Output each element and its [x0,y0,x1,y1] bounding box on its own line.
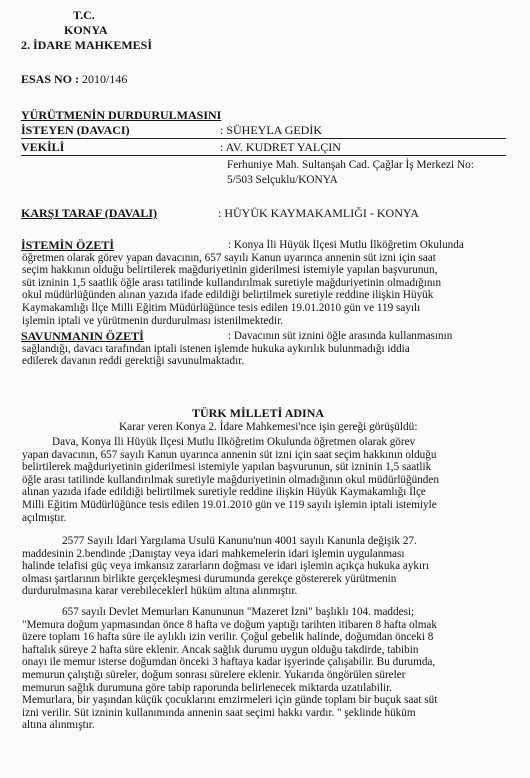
decision-heading: TÜRK MİLLETİ ADINA [192,406,325,420]
decision-line: 657 sayılı Devlet Memurları Kanununun "Mazeret İzni" başlıklı 104. maddesi; [62,606,415,618]
counsel-label: VEKİLİ [21,140,65,154]
decision-paragraph-1 [22,436,514,524]
savunma-paragraph [22,330,514,368]
istem-line: seçim hakkının olduğu belirtilerek mağduriyetinin giderilmesi istemiyle yapılan başvurunun, [22,264,438,277]
istem-line: süt izninin 1,5 saatlik öğle arası tatilinde kullandırılmak suretiyle mağduriyetinin olmadığının [22,276,442,289]
decision-line: olması şartlarının birlikte gerçekleşmesi durumunda gerekçe göstererek yürütmenin [22,572,397,585]
decision-intro: Karar veren Konya 2. İdare Mahkemesi'nce işin gereği görüşüldü: [119,421,418,433]
counsel-address-2: 5/503 Selçuklu/KONYA [227,174,338,186]
savunma-line: edilerek davanın reddi gerektiği savunulmaktadır. [22,355,245,368]
requester-label: İSTEYEN (DAVACI) [21,123,130,137]
decision-line: yapan davacının, 657 sayılı Kanun uyarınca annenin süt izni için saat seçim hakkının olduğu [22,448,437,461]
istem-paragraph [22,239,514,327]
decision-line: onayı ile memur isterse doğumdan önceki 3 haftaya kadar işyerinde çalışabilir. Bu durumda, [22,656,436,669]
counsel-address-1: Ferhuniye Mah. Sultanşah Cad. Çağlar İş Merkezi No: [227,159,474,171]
requester-value: : SÜHEYLA GEDİK [220,123,322,137]
counsel-rule [21,155,506,156]
esas-value: 2010/146 [82,72,128,86]
decision-line: halinde telafisi güç veya imkansız zararların doğması ve idari işlemin açıkça hukuka aykırı [22,560,429,573]
court-name: 2. İDARE MAHKEMESİ [21,38,153,52]
decision-line: durdurulmasına karar verebileceklerİ hüküm altına alınmıştır. [22,585,298,598]
decision-line: haftalık süreye 2 hafta süre eklenir. Ancak sağlık durumu uygun olduğu takdirde, tabibin [22,643,419,656]
istem-line: : Konya İli Hüyük İlçesi Mutlu İlköğretim Okulunda [228,239,464,251]
esas-line [21,72,127,87]
decision-line: "Memura doğum yapmasından önce 8 hafta ve doğum yaptığı tarihten itibaren 8 hafta olmak [22,618,437,631]
decision-line: memurun çalıştığı süreler, doğum sonrası sürelere eklenir. Yukarıda öngörülen süreler [22,668,406,681]
istem-line: Kaymakamlığı İlçe Milli Eğitim Müdürlüğünce tesis edilen 19.01.2010 gün ve 119 sayılı [22,301,421,314]
defendant-label: KARŞI TARAF (DAVALI) [21,206,158,220]
header-tc: T.C. [73,8,95,22]
decision-line: açılmıştır. [22,511,67,524]
decision-paragraph-2 [22,535,514,598]
esas-label: ESAS NO : [21,72,80,86]
decision-line: belirtilerek mağduriyetinin giderilmesi istemiyle yapılan başvurunun, süt izninin 1,5 saatlik [22,461,432,474]
header-city: KONYA [64,23,108,37]
counsel-value: : AV. KUDRET YALÇIN [220,140,341,154]
istem-line: öğretmen olarak görev yapan davacının, 657 sayılı Kanun uyarınca annenin süt izni için saat [22,251,436,264]
savunma-line: sağlandığı, davacı tarafından iptali istenen işlemde hukuka aykırılık bulunmadığı iddia [22,342,410,355]
decision-line: öğle arası tatilinde kullandırılmak suretiyle mağduriyetinin olmadığının okul müdürlüğünden [22,473,439,486]
decision-line: memurun sağlık durumuna göre tabip raporunda belirlenecek miktarda uzatılabilir. [22,681,392,694]
decision-line: Milli Eğitim Müdürlüğünce tesis edilen 19.01.2010 gün ve 119 sayılı işlemin iptali istemiyle [22,498,437,511]
requester-rule [21,138,506,139]
decision-line: alınan yazıda ifade edildiği belirtilmek suretiyle reddine ilişkin Hüyük Kaymakamlığı İlçe [22,486,426,499]
defendant-value: : HÜYÜK KAYMAKAMLIĞI - KONYA [218,206,419,220]
decision-paragraph-3 [22,606,514,732]
decision-line: maddesinin 2.bendinde ;Danıştay veya idari mahkemelerin idari işlemin uygulanması [22,547,405,560]
istem-line: işlemin iptali ve yürütmenin durdurulması istenilmektedir. [22,314,283,327]
decision-line: üzere toplam 16 hafta süre ile aylıklı izin verilir. Çoğul gebelik halinde, doğumdan önceki 8 [22,631,434,644]
istem-line: okul müdürlüğünden alınan yazıda ifade edildiği belirtilmek suretiyle reddine ilişkin Hüyük [22,289,434,302]
decision-line: izni verilir. Süt izninin kullanımında annenin saat seçimi hakkı vardır. " şeklinde hüküm [22,706,416,719]
decision-line: 2577 Sayılı İdari Yargılama Usulü Kanunu'nun 4001 sayılı Kanunla değişik 27. [62,535,417,547]
savunma-label: SAVUNMANIN ÖZETİ [21,329,144,343]
savunma-line: : Davacının süt iznini öğle arasında kullanmasının [228,330,453,342]
istem-label: İSTEMİN ÖZETİ [21,238,115,252]
request-title: YÜRÜTMENİN DURDURULMASINI [21,108,222,122]
decision-line: altına alınmıştır. [22,719,95,732]
decision-line: Memurlara, bir yaşından küçük çocuklarını emzirmeleri için günde toplam bir buçuk saat süt [22,694,438,707]
decision-line: Dava, Konya İli Hüyük İlçesi Mutlu İlköğretim Okulunda öğretmen olarak görev [52,436,416,448]
